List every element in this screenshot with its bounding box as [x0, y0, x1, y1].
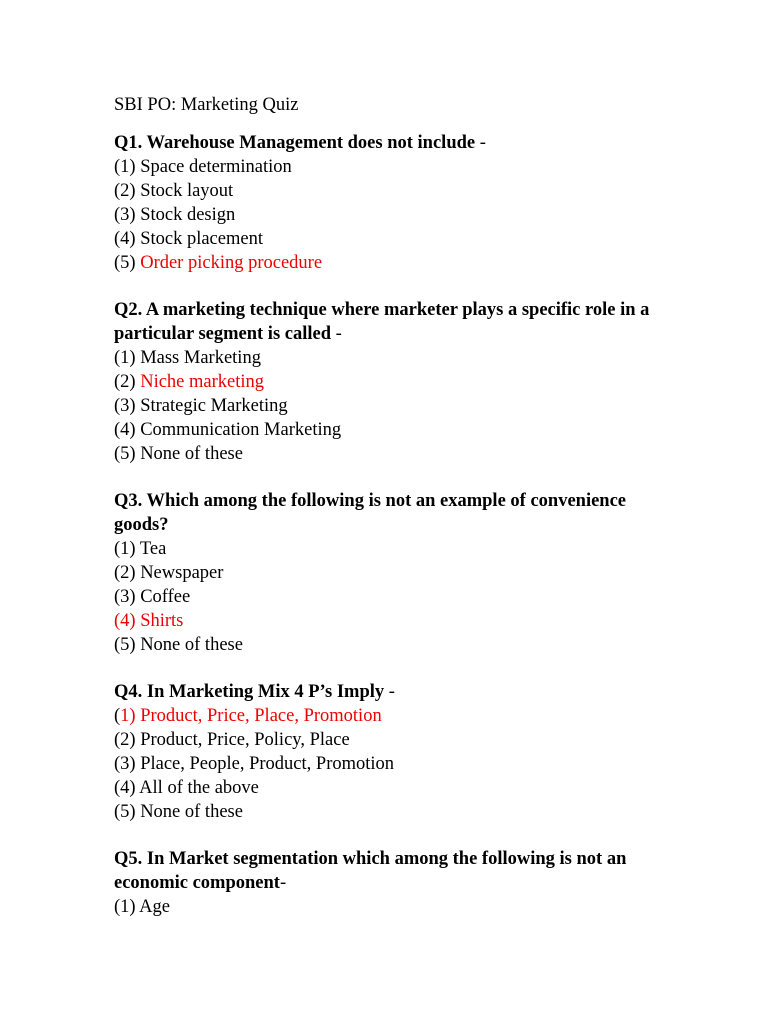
- answer-option: (5) None of these: [114, 635, 243, 655]
- question-text: Q1. Warehouse Management does not include -: [114, 133, 486, 153]
- answer-option: (4) Stock placement: [114, 229, 263, 249]
- option-list: [114, 704, 674, 824]
- question-text: Q2. A marketing technique where marketer plays a specific role in a particular segment is called -: [114, 300, 650, 344]
- answer-option: (2) Newspaper: [114, 563, 224, 583]
- question-dash: -: [279, 873, 287, 893]
- answer-option: (4) Communication Marketing: [114, 420, 342, 440]
- question-block: [114, 489, 674, 657]
- question-dash: -: [384, 682, 395, 702]
- option-number: (2): [114, 372, 141, 392]
- option-list: [114, 895, 674, 919]
- answer-option: (1) Space determination: [114, 157, 292, 177]
- answer-option: (2) Product, Price, Policy, Place: [114, 730, 350, 750]
- option-list: [114, 155, 674, 275]
- question-block: [114, 680, 674, 824]
- question-text: Q5. In Market segmentation which among the following is not an economic component-: [114, 849, 627, 893]
- option-list: [114, 346, 674, 466]
- option-list: [114, 537, 674, 657]
- answer-option: (2) Stock layout: [114, 181, 234, 201]
- correct-answer-option: [114, 370, 674, 394]
- answer-highlight: 1) Product, Price, Place, Promotion: [120, 706, 382, 726]
- question-list: [114, 131, 674, 919]
- answer-highlight: Niche marketing: [140, 372, 265, 392]
- document-title: SBI PO: Marketing Quiz: [114, 95, 299, 115]
- correct-answer-option: (4) Shirts: [114, 611, 184, 631]
- question-dash: -: [331, 324, 342, 344]
- question-text: Q3. Which among the following is not an example of convenience goods?: [114, 491, 627, 535]
- answer-option: (3) Place, People, Product, Promotion: [114, 754, 395, 774]
- answer-option: (3) Coffee: [114, 587, 191, 607]
- answer-option: (3) Strategic Marketing: [114, 396, 288, 416]
- correct-answer-option: [114, 251, 674, 275]
- question-block: [114, 298, 674, 466]
- answer-highlight: Order picking procedure: [140, 253, 323, 273]
- option-number: (5): [114, 253, 141, 273]
- question-text: Q4. In Marketing Mix 4 P’s Imply -: [114, 682, 395, 702]
- question-block: [114, 847, 674, 919]
- option-number-paren: (: [114, 706, 121, 726]
- correct-answer-option: [114, 704, 674, 728]
- question-dash: -: [475, 133, 486, 153]
- question-block: [114, 131, 674, 275]
- answer-option: (5) None of these: [114, 444, 243, 464]
- document-page: [114, 93, 674, 942]
- answer-option: (4) All of the above: [114, 778, 259, 798]
- answer-option: (3) Stock design: [114, 205, 236, 225]
- answer-option: (1) Age: [114, 897, 170, 917]
- answer-option: (1) Mass Marketing: [114, 348, 261, 368]
- answer-option: (5) None of these: [114, 802, 243, 822]
- answer-option: (1) Tea: [114, 539, 167, 559]
